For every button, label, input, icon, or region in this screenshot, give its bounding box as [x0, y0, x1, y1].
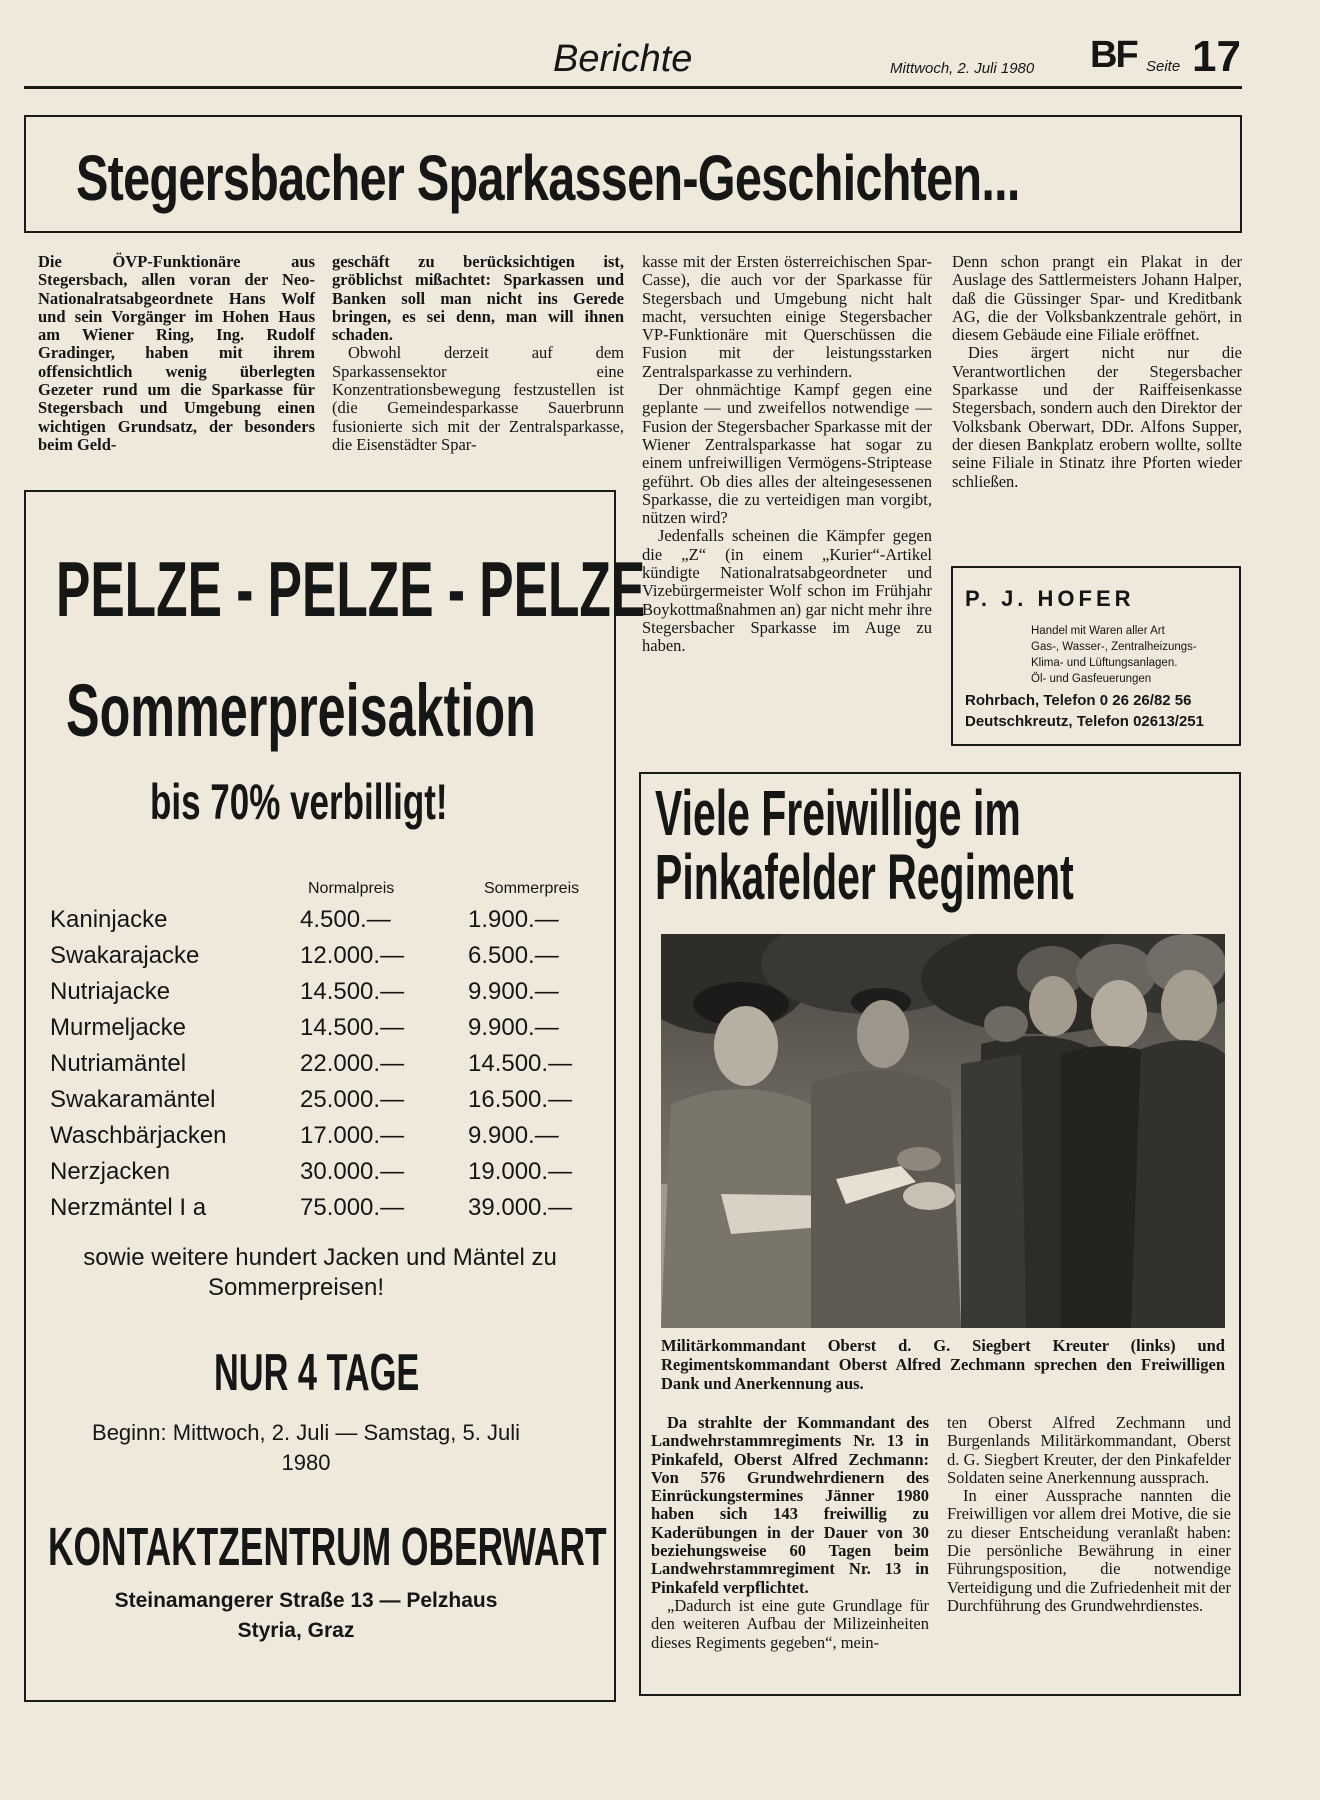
item-name: Nerzjacken [50, 1158, 171, 1185]
summer-price: 39.000.— [468, 1194, 573, 1221]
price-row [50, 1014, 570, 1049]
hofer-phone2: Deutschkreutz, Telefon 02613/251 [965, 713, 1204, 730]
hofer-name: P. J. HOFER [965, 586, 1135, 611]
summer-price: 14.500.— [468, 1050, 573, 1077]
item-name: Waschbärjacken [50, 1122, 227, 1149]
photo-caption: Militärkommandant Oberst d. G. Siegbert Kreuter (links) und Regimentskommandant Oberst Alfred Zechmann sprechen den Freiwilligen Dank und Anerkennung aus. [661, 1336, 1225, 1393]
item-name: Swakaramäntel [50, 1086, 216, 1113]
brand-logo: BF [1090, 34, 1137, 76]
main-headline: Stegersbacher Sparkassen-Geschichten... [76, 142, 1020, 214]
price-table [50, 906, 590, 1226]
article1-col3-p3: Jedenfalls scheinen die Kämpfer gegen die „Z“ (in einem „Kurier“-Artikel kündigte Nationalratsabgeordneter und Vizebürgermeister Wolf schon im Frühjahr Boykottmaßnahmen an) gar nicht mehr ihre Stegersbacher Sparkasse im Auge zu haben. [642, 526, 932, 656]
address-line2: Styria, Graz [237, 1619, 355, 1642]
more-items-line2: Sommerpreisen! [207, 1274, 385, 1301]
price-row [50, 978, 570, 1013]
article2-col2 [947, 1414, 1231, 1615]
section-title: Berichte [553, 38, 693, 80]
price-row [50, 942, 570, 977]
hofer-line3: Klima- und Lüftungsanlagen. [1031, 657, 1178, 669]
summer-price: 9.900.— [468, 1014, 559, 1041]
price-row [50, 1122, 570, 1157]
article1-col3-p1: kasse mit der Ersten österreichischen Spar-Casse), die auch vor der Sparkasse für Stegersbach und Umgebung nicht halt macht, versuchten einige Stegersbacher VP-Funktionäre mit Querschüssen die Fusion mit der leistungsstarken Zentralsparkasse zu verhindern. [642, 252, 932, 381]
article1-col3 [642, 253, 932, 656]
hofer-line2: Gas-, Wasser-, Zentralheizungs- [1031, 641, 1197, 653]
fur-ad-days: NUR 4 TAGE [214, 1344, 420, 1402]
normal-price: 25.000.— [300, 1086, 405, 1113]
item-name: Nutriamäntel [50, 1050, 187, 1077]
issue-date: Mittwoch, 2. Juli 1980 [890, 60, 1035, 77]
summer-price: 9.900.— [468, 1122, 559, 1149]
article2-col2-p2: In einer Aussprache nannten die Freiwilligen vor allem drei Motive, die sie zu dieser Entscheidung veranlaßt haben: Die persönliche Bewährung in einer Führungsposition, die notwendige Verteidigung und die Zufriedenheit mit der Durchführung des Grundwehrdienstes. [947, 1486, 1231, 1615]
summer-price: 1.900.— [468, 906, 559, 933]
price-row [50, 1158, 573, 1193]
fur-ad [24, 490, 646, 1702]
article1-col1 [38, 253, 315, 454]
col-normal-header: Normalpreis [308, 880, 395, 897]
summer-price: 19.000.— [468, 1158, 573, 1185]
article1-col2-text: Obwohl derzeit auf dem Sparkassensektor eine Konzentrationsbewegung festzustellen ist (die Gemeindesparkasse Sauerbrunn fusionierte sich mit der Zentralsparkasse, die Eisenstädter Spar- [332, 343, 624, 454]
item-name: Murmeljacke [50, 1014, 187, 1041]
normal-price: 75.000.— [300, 1194, 405, 1221]
article1-col2 [332, 253, 624, 454]
price-row [50, 1050, 573, 1085]
page-label: Seite [1146, 58, 1181, 75]
fur-ad-discount: bis 70% verbilligt! [150, 774, 448, 830]
normal-price: 14.500.— [300, 1014, 405, 1041]
hofer-line1: Handel mit Waren aller Art [1031, 625, 1165, 637]
item-name: Kaninjacke [50, 906, 168, 933]
article2-col1-bold: Da strahlte der Kommandant des Landwehrstammregiments Nr. 13 in Pinkafeld, Oberst Alfred Zechmann: Von 576 Grundwehrdienern des Einrückungstermines Jänner 1980 haben sich 143 freiwillig zu Kaderübungen in der Dauer von 30 beziehungsweise 60 Tagen beim Landwehrstammregiment Nr. 13 in Pinkafeld verpflichtet. [651, 1413, 929, 1597]
fur-ad-title: PELZE - PELZE - PELZE [56, 545, 646, 633]
article2-col1 [651, 1414, 929, 1652]
normal-price: 30.000.— [300, 1158, 405, 1185]
article2-col2-p1: ten Oberst Alfred Zechmann und Burgenlands Militärkommandant, Oberst d. G. Siegbert Kreuter, der den Pinkafelder Soldaten seine Anerkennung aussprach. [947, 1413, 1231, 1487]
item-name: Swakarajacke [50, 942, 200, 969]
dates-line2: 1980 [281, 1450, 331, 1475]
headline-box [24, 115, 1242, 233]
soldiers-photo [661, 934, 1225, 1328]
price-row [50, 1194, 573, 1229]
normal-price: 14.500.— [300, 978, 405, 1005]
price-row [50, 906, 570, 941]
article2-headline-line2: Pinkafelder Regiment [655, 841, 1074, 913]
fur-ad-company: KONTAKTZENTRUM OBERWART [48, 1517, 607, 1577]
more-items-line1: sowie weitere hundert Jacken und Mäntel zu [83, 1244, 557, 1271]
normal-price: 22.000.— [300, 1050, 405, 1077]
normal-price: 4.500.— [300, 906, 391, 933]
article1-col4-p2: Dies ärgert nicht nur die Verantwortlichen der Stegersbacher Sparkasse und der Raiffeisenkasse Stegersbach, sondern auch den Direktor der Volksbank Oberwart, DDr. Alfons Supper, der diesen Bankplatz erobern wollte, sollte seine Filiale in Stinatz ihre Pforten wieder schließen. [952, 343, 1242, 491]
article1-col3-p2: Der ohnmächtige Kampf gegen eine geplante — und zweifellos notwendige — Fusion der Stegersbacher Sparkasse mit der Wiener Zentralsparkasse hat sogar zu einem unfreiwilligen Vermögens-Striptease geführt. Ob dies alles der alteingesessenen Sparkasse, die zu verteidigen man vorgibt, nützen wird? [642, 380, 932, 528]
col-summer-header: Sommerpreis [484, 880, 580, 897]
header-rule [24, 86, 1242, 89]
dates-line1: Beginn: Mittwoch, 2. Juli — Samstag, 5. Juli [92, 1420, 520, 1445]
fur-ad-subtitle: Sommerpreisaktion [66, 669, 536, 752]
article1-col2-bold: geschäft zu berücksichtigen ist, gröblichst mißachtet: Sparkassen und Banken soll man nicht ins Gerede bringen, es sei denn, man will ihnen schaden. [332, 252, 624, 345]
page-number: 17 [1192, 32, 1241, 81]
normal-price: 12.000.— [300, 942, 405, 969]
article1-col1-text: Die ÖVP-Funktionäre aus Stegersbach, allen voran der Neo-Nationalratsabgeordnete Hans Wolf und sein Vorgänger im Hohen Haus am Wiener Ring, Ing. Rudolf Gradinger, haben mit ihrem offensichtlich wenig überlegten Gezeter rund um die Sparkasse für Stegersbach und Umgebung einen wichtigen Grundsatz, der besonders beim Geld- [38, 252, 315, 454]
item-name: Nerzmäntel I a [50, 1194, 207, 1221]
article1-col4 [952, 253, 1242, 491]
article2-col1-text: „Dadurch ist eine gute Grundlage für den weiteren Aufbau der Milizeinheiten dieses Regiments gegeben“, mein- [651, 1595, 929, 1652]
price-row [50, 1086, 573, 1121]
hofer-ad [951, 566, 1241, 746]
normal-price: 17.000.— [300, 1122, 405, 1149]
summer-price: 16.500.— [468, 1086, 573, 1113]
item-name: Nutriajacke [50, 978, 171, 1005]
article2-box [639, 772, 1241, 1696]
hofer-line4: Öl- und Gasfeuerungen [1031, 673, 1152, 685]
hofer-phone1: Rohrbach, Telefon 0 26 26/82 56 [965, 692, 1192, 709]
summer-price: 6.500.— [468, 942, 559, 969]
summer-price: 9.900.— [468, 978, 559, 1005]
article1-col4-p1: Denn schon prangt ein Plakat in der Auslage des Sattlermeisters Johann Halper, daß die Güssinger Spar- und Kreditbank AG, die der Volksbankzentrale gehört, in diesem Gebäude eine Filiale eröffnet. [952, 252, 1242, 345]
article2-headline-line1: Viele Freiwillige im [655, 777, 1021, 849]
address-line1: Steinamangerer Straße 13 — Pelzhaus [114, 1589, 498, 1612]
